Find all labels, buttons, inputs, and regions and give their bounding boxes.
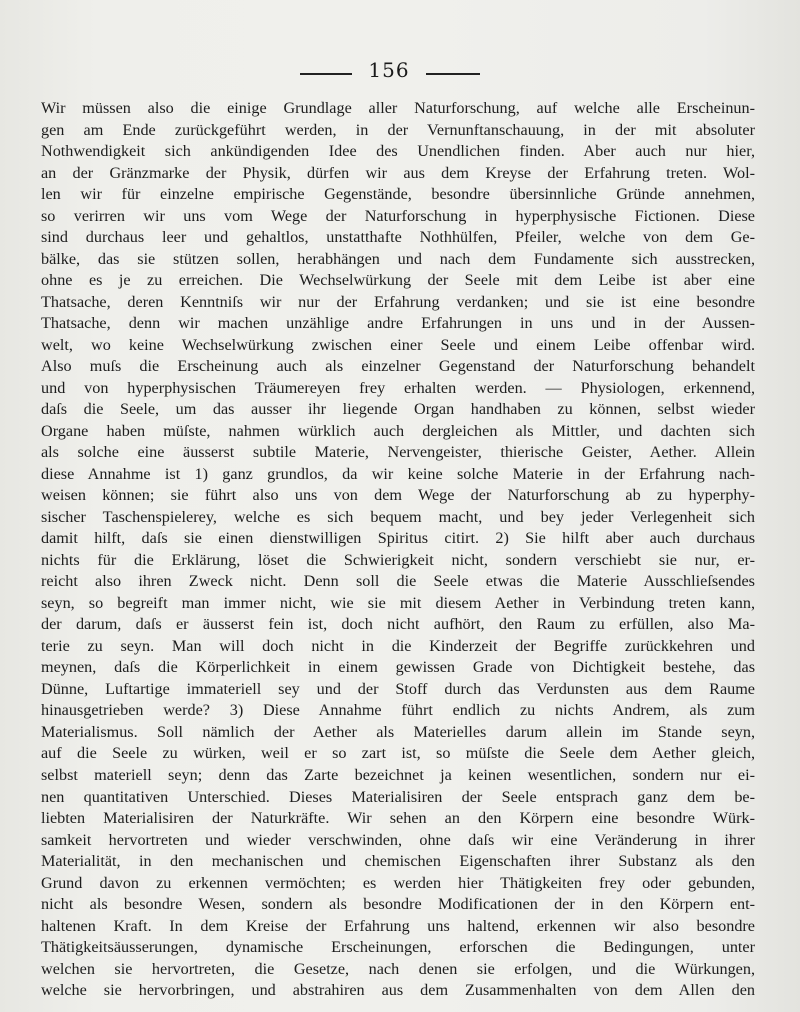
text-line: terie zu seyn. Man will doch nicht in die Kinderzeit der Begriffe zurückkehren und — [41, 636, 755, 655]
text-line: Thatsache, deren Kenntniſs wir nur der Erfahrung verdanken; und sie ist eine besondre — [41, 292, 755, 311]
text-line: nen quantitativen Unterschied. Dieses Materialisiren der Seele entsprach ganz dem be- — [41, 787, 755, 806]
text-line: sischer Taschenspielerey, welche es sich bequem macht, und bey jeder Verlegenheit sich — [41, 507, 755, 526]
text-line: gen am Ende zurückgeführt werden, in der Vernunftanschauung, in der mit absoluter — [41, 120, 755, 139]
text-line: nichts für die Erklärung, löset die Schwierigkeit nicht, sondern verschiebt sie nur, er- — [41, 550, 755, 569]
text-line: seyn, so begreift man immer nicht, wie sie mit diesem Aether in Verbindung treten kann, — [41, 593, 755, 612]
page-header — [0, 56, 800, 86]
text-line: Organe haben müſste, nahmen würklich auch dergleichen als Mittler, und dachten sich — [41, 421, 755, 440]
text-line: als solche eine äusserst subtile Materie, Nervengeister, thierische Geister, Aether. Allein — [41, 443, 755, 462]
text-line: Dünne, Luftartige immateriell sey und der Stoff durch das Verdunsten aus dem Raume — [41, 679, 755, 698]
text-line: samkeit hervortreten und wieder verschwinden, ohne daſs wir eine Veränderung in ihrer — [41, 830, 755, 849]
text-line: daſs die Seele, um das ausser ihr liegende Organ handhaben zu können, selbst wieder — [41, 400, 755, 419]
text-line: an der Gränzmarke der Physik, dürfen wir aus dem Kreyse der Erfahrung treten. Wol- — [41, 163, 755, 182]
text-line: Wir müssen also die einige Grundlage aller Naturforschung, auf welche alle Erscheinun- — [41, 99, 755, 117]
text-line: weisen können; sie führt also uns von dem Wege der Naturforschung ab zu hyperphy- — [41, 486, 755, 505]
text-line: liebten Materialisiren der Naturkräfte. Wir sehen an den Körpern eine besondre Würk- — [41, 809, 755, 828]
text-line: Thatsache, denn wir machen unzählige andre Erfahrungen in uns und in der Aussen- — [41, 314, 755, 333]
text-line: Thätigkeitsäusserungen, dynamische Erscheinungen, erforschen die Bedingungen, unter — [41, 938, 755, 957]
text-line: haltenen Kraft. In dem Kreise der Erfahrung uns haltend, erkennen wir also besondre — [41, 916, 755, 935]
text-line: damit hilft, daſs sie einen dienstwilligen Spiritus citirt. 2) Sie hilft aber auch durchaus — [41, 529, 755, 548]
text-line: sind durchaus leer und gehaltlos, unstatthafte Nothhülfen, Pfeiler, welche von dem Ge- — [41, 228, 755, 247]
text-line: nicht als besondre Wesen, sondern als besondre Modificationen der in den Körpern ent- — [41, 895, 755, 914]
text-line: Nothwendigkeit sich ankündigenden Idee des Unendlichen finden. Aber auch nur hier, — [41, 142, 755, 161]
text-line: Materialismus. Soll nämlich der Aether als Materielles darum allein im Stande seyn, — [41, 722, 755, 741]
text-line: ohne es je zu erreichen. Die Wechselwürkung der Seele mit dem Leibe ist aber eine — [41, 271, 755, 290]
text-line: der darum, daſs er äusserst fein ist, doch nicht aufhört, den Raum zu erfüllen, also Ma- — [41, 615, 755, 634]
text-line: selbst materiell seyn; denn das Zarte bezeichnet ja keinen wesentlichen, sondern nur ei- — [41, 765, 755, 784]
text-line: reicht also ihren Zweck nicht. Denn soll die Seele etwas die Materie Ausschlieſsendes — [41, 572, 755, 591]
text-line: hinausgetrieben werde? 3) Diese Annahme führt endlich zu nichts Andrem, als zum — [41, 701, 755, 720]
text-line: welt, wo keine Wechselwürkung zwischen einer Seele und einem Leibe offenbar wird. — [41, 335, 755, 354]
text-line: Grund davon zu erkennen vermöchten; es werden hier Thätigkeiten frey oder gebunden, — [41, 873, 755, 892]
text-line: und von hyperphysischen Träumereyen frey erhalten werden. — Physiologen, erkennend, — [41, 378, 755, 397]
text-line: auf die Seele zu würken, weil er so zart ist, so müſste die Seele dem Aether gleich, — [41, 744, 755, 763]
header-rule-left — [300, 73, 352, 75]
text-line: Materialität, in den mechanischen und chemischen Eigenschaften ihrer Substanz als den — [41, 852, 755, 871]
page-number: 156 — [368, 58, 410, 82]
text-line: welche sie hervorbringen, und abstrahiren aus dem Zusammenhalten von dem Allen den — [41, 981, 755, 1000]
text-line: meynen, daſs die Körperlichkeit in einem gewissen Grade von Dichtigkeit bestehe, das — [41, 658, 755, 677]
body-text — [41, 98, 755, 1002]
text-line: so verirren wir uns vom Wege der Naturforschung in hyperphysische Fictionen. Diese — [41, 206, 755, 225]
text-line: welchen sie hervortreten, die Gesetze, nach denen sie erfolgen, und die Würkungen, — [41, 959, 755, 978]
text-line: diese Annahme ist 1) ganz grundlos, da wir keine solche Materie in der Erfahrung nach- — [41, 464, 755, 483]
header-rule-right — [426, 73, 480, 75]
text-line: len wir für einzelne empirische Gegenstände, besondre übersinnliche Gründe annehmen, — [41, 185, 755, 204]
text-line: bälke, das sie stützen sollen, herabhängen und nach dem Fundamente sich ausstrecken, — [41, 249, 755, 268]
text-line: Also muſs die Erscheinung auch als einzelner Gegenstand der Naturforschung behandelt — [41, 357, 755, 376]
